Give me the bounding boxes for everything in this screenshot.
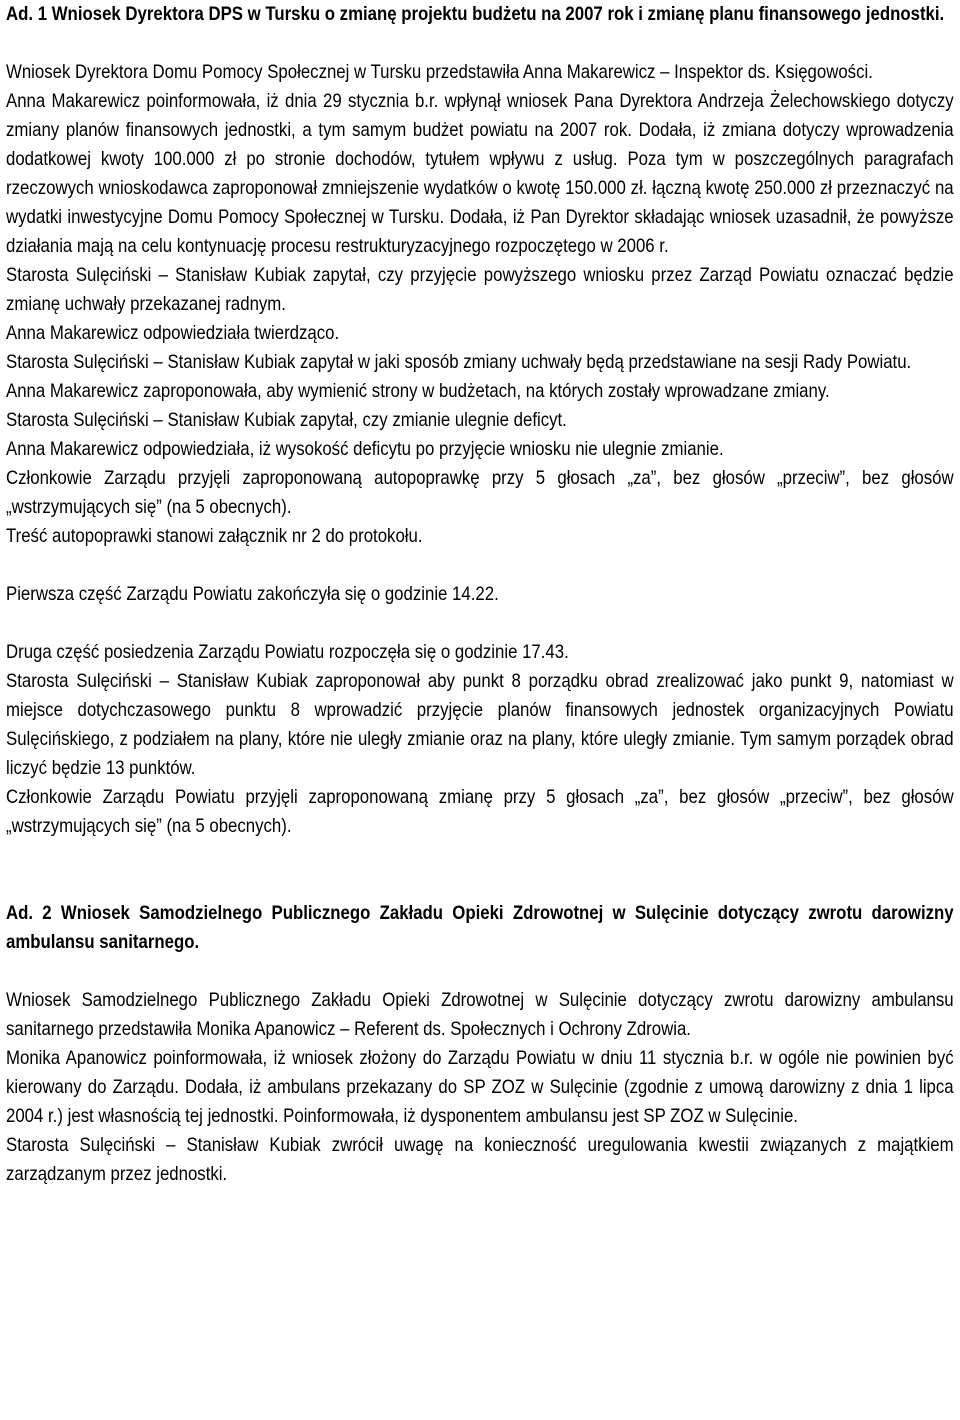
spacer bbox=[6, 957, 954, 986]
paragraph: Treść autopoprawki stanowi załącznik nr 2 do protokołu. bbox=[6, 526, 423, 547]
paragraph: Starosta Sulęciński – Stanisław Kubiak zapytał, czy zmianie ulegnie deficyt. bbox=[6, 410, 567, 431]
paragraph: Starosta Sulęciński – Stanisław Kubiak zapytał w jaki sposób zmiany uchwały będą przedstawiane na sesji Rady Powiatu. bbox=[6, 352, 912, 373]
section1-heading: Ad. 1 Wniosek Dyrektora DPS w Tursku o zmianę projektu budżetu na 2007 rok i zmianę planu finansowego jednostki. bbox=[6, 4, 945, 25]
spacer bbox=[6, 841, 954, 899]
spacer bbox=[6, 29, 954, 58]
section2-heading: Ad. 2 Wniosek Samodzielnego Publicznego Zakładu Opieki Zdrowotnej w Sulęcinie dotyczący zwrotu darowizny ambulansu sanitarnego. bbox=[6, 903, 954, 953]
paragraph: Członkowie Zarządu Powiatu przyjęli zaproponowaną zmianę przy 5 głosach „za”, bez głosów „przeciw”, bez głosów „wstrzymujących się” (na 5 obecnych). bbox=[6, 787, 954, 837]
paragraph: Wniosek Dyrektora Domu Pomocy Społecznej w Tursku przedstawiła Anna Makarewicz – Inspektor ds. Księgowości. bbox=[6, 62, 873, 83]
paragraph: Monika Apanowicz poinformowała, iż wniosek złożony do Zarządu Powiatu w dniu 11 stycznia b.r. w ogóle nie powinien być kierowany do Zarządu. Dodała, iż ambulans przekazany do SP ZOZ w Sulęcinie (zgodnie z umową darowizny z dnia 1 lipca 2004 r.) jest własnością tej jednostki. Poinformowała, iż dysponentem ambulansu jest SP ZOZ w Sulęcinie. bbox=[6, 1048, 954, 1127]
paragraph: Anna Makarewicz zaproponowała, aby wymienić strony w budżetach, na których zostały wprowadzane zmiany. bbox=[6, 381, 830, 402]
document-page bbox=[6, 0, 954, 1189]
paragraph: Anna Makarewicz odpowiedziała twierdząco. bbox=[6, 323, 340, 344]
paragraph: Anna Makarewicz odpowiedziała, iż wysokość deficytu po przyjęcie wniosku nie ulegnie zmianie. bbox=[6, 439, 724, 460]
session-end-note: Pierwsza część Zarządu Powiatu zakończyła się o godzinie 14.22. bbox=[6, 584, 499, 605]
paragraph: Wniosek Samodzielnego Publicznego Zakładu Opieki Zdrowotnej w Sulęcinie dotyczący zwrotu darowizny ambulansu sanitarnego przedstawiła Monika Apanowicz – Referent ds. Społecznych i Ochrony Zdrowia. bbox=[6, 990, 954, 1040]
paragraph: Anna Makarewicz poinformowała, iż dnia 29 stycznia b.r. wpłynął wniosek Pana Dyrektora Andrzeja Żelechowskiego dotyczy zmiany planów finansowych jednostki, a tym samym budżet powiatu na 2007 rok. Dodała, iż zmiana dotyczy wprowadzenia dodatkowej kwoty 100.000 zł po stronie dochodów, tytułem wpływu z usług. Poza tym w poszczególnych paragrafach rzeczowych wnioskodawca zaproponował zmniejszenie wydatków o kwotę 150.000 zł. łączną kwotę 250.000 zł przeznaczyć na wydatki inwestycyjne Domu Pomocy Społecznej w Tursku. Dodała, iż Pan Dyrektor składając wniosek uzasadnił, że powyższe działania mają na celu kontynuację procesu restrukturyzacyjnego rozpoczętego w 2006 r. bbox=[6, 91, 954, 257]
spacer bbox=[6, 609, 954, 638]
paragraph: Starosta Sulęciński – Stanisław Kubiak zaproponował aby punkt 8 porządku obrad zrealizować jako punkt 9, natomiast w miejsce dotychczasowego punktu 8 wprowadzić przyjęcie planów finansowych jednostek organizacyjnych Powiatu Sulęcińskiego, z podziałem na plany, które nie uległy zmianie oraz na plany, które uległy zmianie. Tym samym porządek obrad liczyć będzie 13 punktów. bbox=[6, 671, 954, 779]
paragraph: Członkowie Zarządu przyjęli zaproponowaną autopoprawkę przy 5 głosach „za”, bez głosów „przeciw”, bez głosów „wstrzymujących się” (na 5 obecnych). bbox=[6, 468, 954, 518]
paragraph: Starosta Sulęciński – Stanisław Kubiak zwrócił uwagę na konieczność uregulowania kwestii związanych z majątkiem zarządzanym przez jednostki. bbox=[6, 1135, 954, 1185]
session-start-note: Druga część posiedzenia Zarządu Powiatu rozpoczęła się o godzinie 17.43. bbox=[6, 642, 569, 663]
spacer bbox=[6, 551, 954, 580]
paragraph: Starosta Sulęciński – Stanisław Kubiak zapytał, czy przyjęcie powyższego wniosku przez Zarząd Powiatu oznaczać będzie zmianę uchwały przekazanej radnym. bbox=[6, 265, 954, 315]
